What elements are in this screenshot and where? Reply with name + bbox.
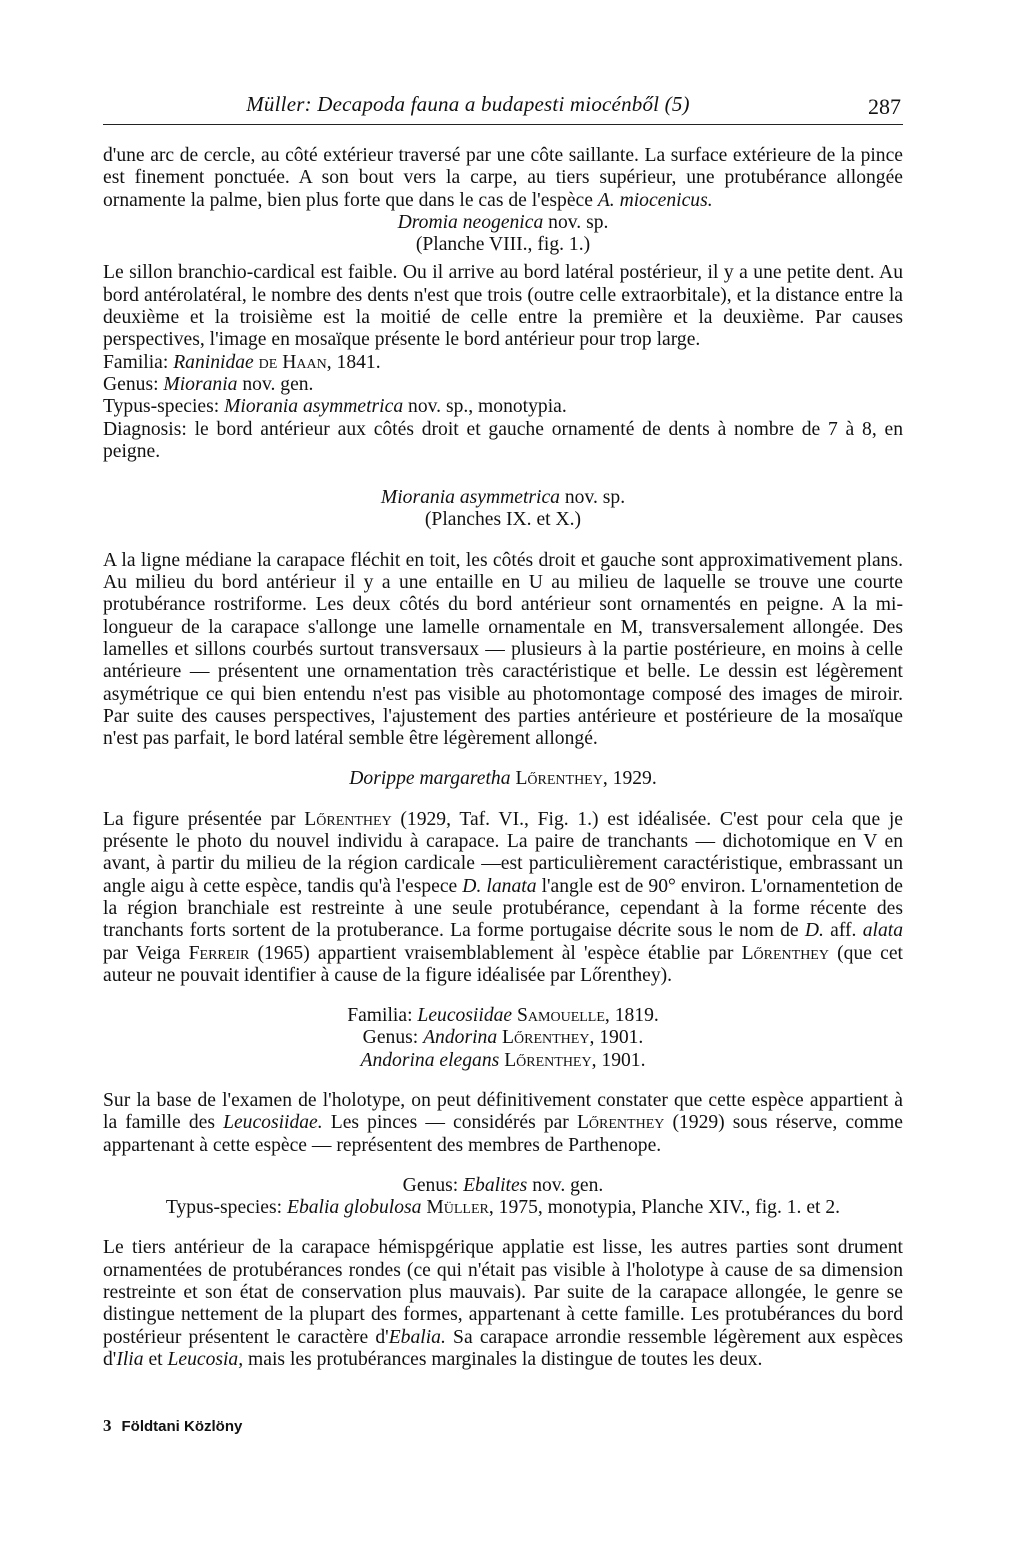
body-text	[103, 145, 903, 1371]
signature-number: 3	[103, 1416, 112, 1435]
paragraph-andorina: Sur la base de l'examen de l'holotype, on peut définitivement constater que cette espèce appartient à la famille des Leucosiidae. Les pinces — considérés par Lőrenthey (1929) sous réserve, comme appartenant à cette espèce — représentent des membres de Parthenope.	[103, 1089, 903, 1156]
running-title: Müller: Decapoda fauna a budapesti miocénből (5)	[246, 92, 690, 116]
running-header	[103, 88, 903, 125]
familia-raninidae: Familia: Raninidae de Haan, 1841.	[103, 351, 381, 373]
taxon-heading-miorania: Miorania asymmetrica nov. sp.	[380, 487, 626, 509]
taxon-heading-andorina: Andorina elegans Lőrenthey, 1901.	[360, 1049, 646, 1071]
paragraph-ebalites: Le tiers antérieur de la carapace hémispgérique applatie est lisse, les autres parties sont drument ornamentées de protubérances rondes (ce qui n'était pas visible à l'holotype à cause de sa dimension restreinte et son état de conservation plus mauvais). Par suite de la carapace allongée, le genre se distingue nettement de la plupart des formes, appartenant à cette famille. Les protubérances du bord postérieur présentent le caractère d'Ebalia. Sa carapace arrondie ressemble légèrement aux espèces d'Ilia et Leucosia, mais les protubérances marginales la distingue de toutes les deux.	[103, 1237, 903, 1370]
species-name: A. miocenicus.	[597, 189, 713, 211]
journal-name: Földtani Közlöny	[121, 1418, 243, 1435]
genus-miorania: Genus: Miorania nov. gen.	[103, 373, 314, 395]
taxon-heading-dromia: Dromia neogenica nov. sp.	[397, 211, 609, 233]
page-number: 287	[868, 94, 901, 119]
paragraph-dromia: Le sillon branchio-cardical est faible. Ou il arrive au bord latéral postérieur, il y a une petite dent. Au bord antérolatéral, le nombre des dents n'est que trois (outre celle extraorbitale), et la distance entre la deuxième et la troisième est la moitié de celle entre la première et la deuxième. Par causes perspectives, l'image en mosaïque présente le bord antérieur pour trop large.	[103, 262, 903, 351]
diagnosis: Diagnosis: le bord antérieur aux côtés droit et gauche ornamenté de dents à nombre de 7 à 8, en peigne.	[103, 418, 903, 462]
paragraph-miorania: A la ligne médiane la carapace fléchit en toit, les côtés droit et gauche sont approximativement plans. Au milieu du bord antérieur il y a une entaille en U au milieu de laquelle se trouve une courte protubérance rostriforme. Les deux côtés du bord antérieur sont ornamentés en peigne. A la mi-longueur de la carapace s'allonge une lamelle ornamentale en M, transversalement allongée. Des lamelles et sillons courbés surtout transversaux — plusieurs à la partie postérieure, en moins à celle antérieure — présentent une ornamentation très caractéristique et belle. Le dessin est légèrement asymétrique ce qui bien entendu n'est pas visible au photomontage composé des images de miroir. Par suite des causes perspectives, l'ajustement des parties antérieure et postérieure de la mosaïque n'est pas parfait, le bord latéral semble être légèrement allongé.	[103, 549, 903, 750]
plate-reference-miorania: (Planches IX. et X.)	[424, 509, 582, 531]
typus-species-ebalites: Typus-species: Ebalia globulosa Müller, 1975, monotypia, Planche XIV., fig. 1. et 2.	[165, 1197, 841, 1219]
taxon-heading-dorippe: Dorippe margaretha Lőrenthey, 1929.	[349, 768, 657, 790]
plate-reference-dromia: (Planche VIII., fig. 1.)	[415, 234, 591, 256]
paragraph-dorippe: La figure présentée par Lőrenthey (1929, Taf. VI., Fig. 1.) est idéalisée. C'est pour cela que je présente le photo du nouvel individu à carapace. La paire de tranchants — dichotomique en V en avant, à partir du milieu de la région cardicale —est particulièrement caractéristique, embrassant un angle aigu à cette espèce, tandis qu'à l'espece D. lanata l'angle est de 90° environ. L'ornamentetion de la région branchiale est restreinte à une seule protubérance, cependant à la forme récente des tranchants forts sortent de la protuberance. La forme portugaise décrite sous le nom de D. aff. alata par Veiga Ferreir (1965) appartient vraisemblablement àl 'espèce établie par Lőrenthey (que cet auteur ne pouvait identifier à cause de la figure idéalisée par Lőrenthey).	[103, 808, 903, 986]
familia-leucosiidae: Familia: Leucosiidae Samouelle, 1819.	[347, 1005, 659, 1027]
typus-species-miorania: Typus-species: Miorania asymmetrica nov. sp., monotypia.	[103, 396, 567, 418]
footer	[103, 1416, 242, 1436]
genus-ebalites: Genus: Ebalites nov. gen.	[402, 1174, 604, 1196]
genus-andorina: Genus: Andorina Lőrenthey, 1901.	[362, 1027, 644, 1049]
paragraph-pince: d'une arc de cercle, au côté extérieur traversé par une côte saillante. La surface extérieure de la pince est finement ponctuée. A son bout vers la carpe, au tiers supérieur, une protubérance allongée ornamente la palme, bien plus forte que dans le cas de l'espèce A. miocenicus.	[103, 145, 903, 211]
